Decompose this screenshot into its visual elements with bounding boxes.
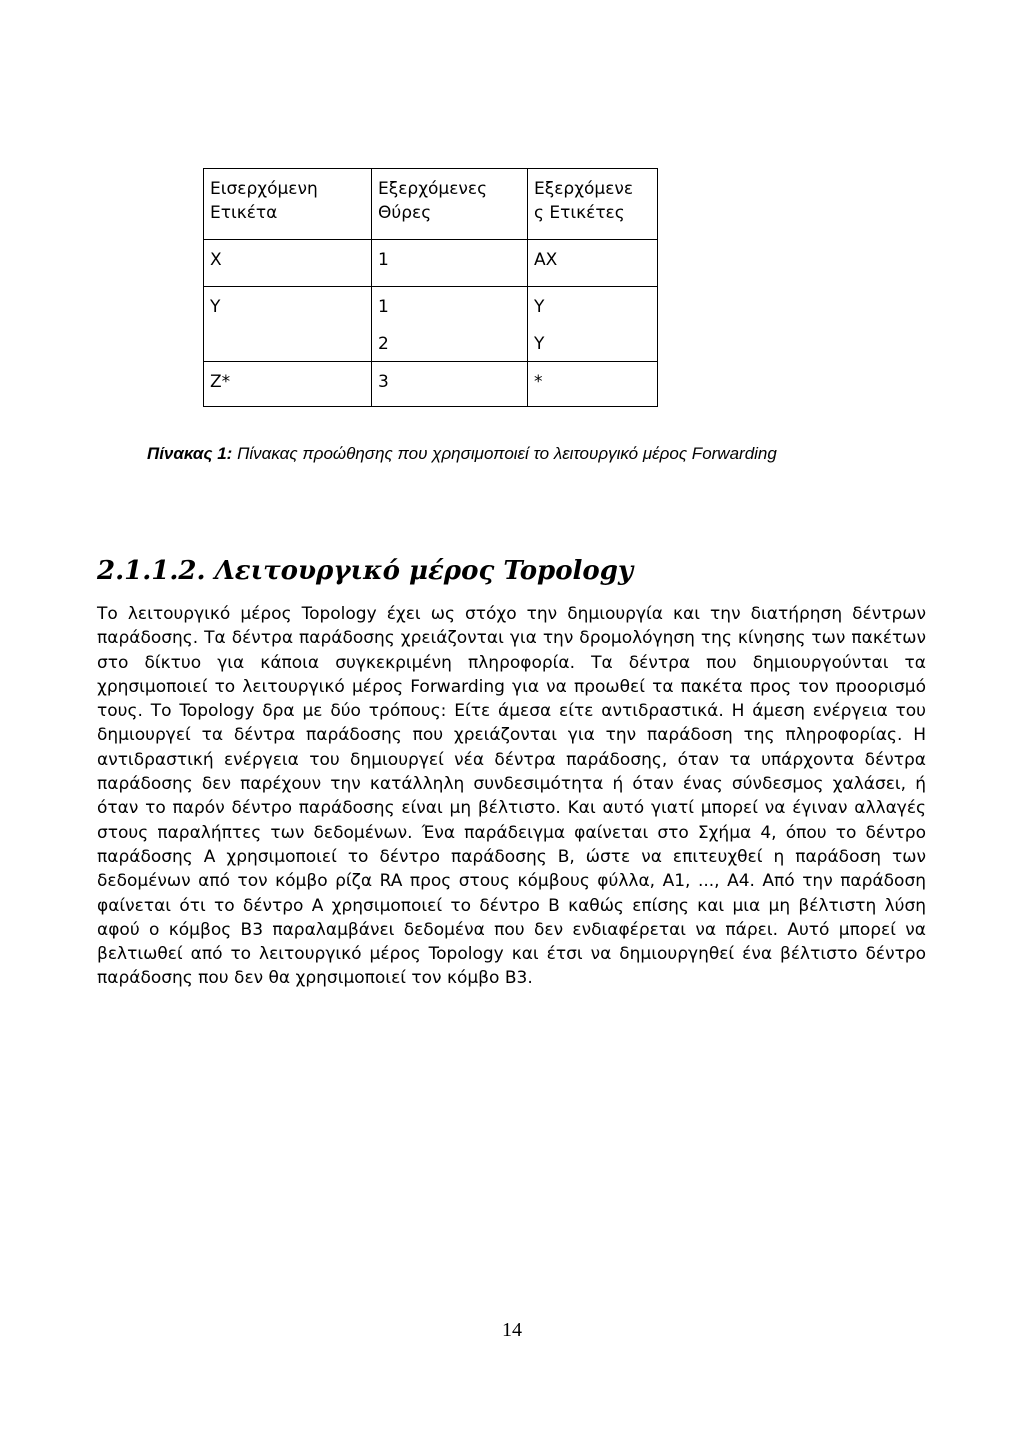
table-header-row — [204, 169, 658, 240]
label-value: Y — [534, 297, 545, 317]
port-value: 3 — [378, 372, 389, 392]
port-value: 1 — [378, 297, 389, 317]
incoming-label-cell: Z* — [204, 362, 372, 407]
incoming-label-cell: Y — [204, 287, 372, 362]
table-row — [204, 287, 658, 362]
outgoing-labels-cell — [528, 362, 658, 407]
page-number: 14 — [502, 1319, 522, 1341]
header-incoming-label — [204, 169, 372, 240]
outgoing-ports-cell — [372, 240, 528, 287]
incoming-label-cell: X — [204, 240, 372, 287]
forwarding-table — [203, 168, 658, 407]
table-row — [204, 362, 658, 407]
port-value: 2 — [378, 334, 389, 354]
section-heading: 2.1.1.2. Λειτουργικό μέρος Topology — [97, 556, 634, 586]
label-value: AX — [534, 250, 558, 270]
header-outgoing-labels — [528, 169, 658, 240]
header-line: Εξερχόμενες — [378, 179, 488, 199]
table-caption — [147, 444, 777, 464]
header-line: Εισερχόμενη — [210, 179, 318, 199]
label-value: * — [534, 372, 543, 392]
caption-text: Πίνακας προώθησης που χρησιμοποιεί το λειτουργικό μέρος Forwarding — [237, 444, 777, 463]
outgoing-labels-cell — [528, 287, 658, 362]
outgoing-ports-cell — [372, 287, 528, 362]
caption-label: Πίνακας 1: — [147, 444, 233, 463]
label-value: Y — [534, 334, 545, 354]
port-value: 1 — [378, 250, 389, 270]
header-line: Θύρες — [378, 203, 432, 223]
table-row — [204, 240, 658, 287]
header-line: ς Ετικέτες — [534, 203, 625, 223]
header-line: Ετικέτα — [210, 203, 278, 223]
body-paragraph: Το λειτουργικό μέρος Topology έχει ως στόχο την δημιουργία και την διατήρηση δέντρων παράδοσης. Τα δέντρα παράδοσης χρειάζονται για την δρομολόγηση της κίνησης των πακέτων στο δίκτυο για κάποια συγκεκριμένη πληροφορία. Τα δέντρα που δημιουργούνται τα χρησιμοποιεί το λειτουργικό μέρος Forwarding για να προωθεί τα πακέτα προς τον προορισμό τους. Το Topology δρα με δύο τρόπους: Είτε άμεσα είτε αντιδραστικά. Η άμεση ενέργεια του δημιουργεί τα δέντρα παράδοσης που χρειάζονται για την παράδοση της πληροφορίας. Η αντιδραστική ενέργεια του δημιουργεί νέα δέντρα παράδοσης, όταν τα υπάρχοντα δέντρα παράδοσης δεν παρέχουν την κατάλληλη συνδεσιμότητα ή όταν ένας σύνδεσμος χαλάσει, ή όταν το παρόν δέντρο παράδοσης είναι μη βέλτιστο. Και αυτό γιατί μπορεί να έγιναν αλλαγές στους παραλήπτες των δεδομένων. Ένα παράδειγμα φαίνεται στο Σχήμα 4, όπου το δέντρο παράδοσης A χρησιμοποιεί το δέντρο παράδοσης B, ώστε να επιτευχθεί η παράδοση των δεδομένων από τον κόμβο ρίζα RA προς στους κόμβους φύλλα, A1, ..., A4. Από την παράδοση φαίνεται ότι το δέντρο A χρησιμοποιεί το δέντρο B καθώς επίσης και μια μη βέλτιστη λύση αφού ο κόμβος B3 παραλαμβάνει δεδομένα που δεν ενδιαφέρεται να πάρει. Αυτό μπορεί να βελτιωθεί από το λειτουργικό μέρος Topology και έτσι να δημιουργηθεί ένα βέλτιστο δέντρο παράδοσης που δεν θα χρησιμοποιεί τον κόμβο B3. — [97, 604, 926, 989]
outgoing-ports-cell — [372, 362, 528, 407]
header-line: Εξερχόμενε — [534, 179, 634, 199]
header-outgoing-ports — [372, 169, 528, 240]
outgoing-labels-cell — [528, 240, 658, 287]
